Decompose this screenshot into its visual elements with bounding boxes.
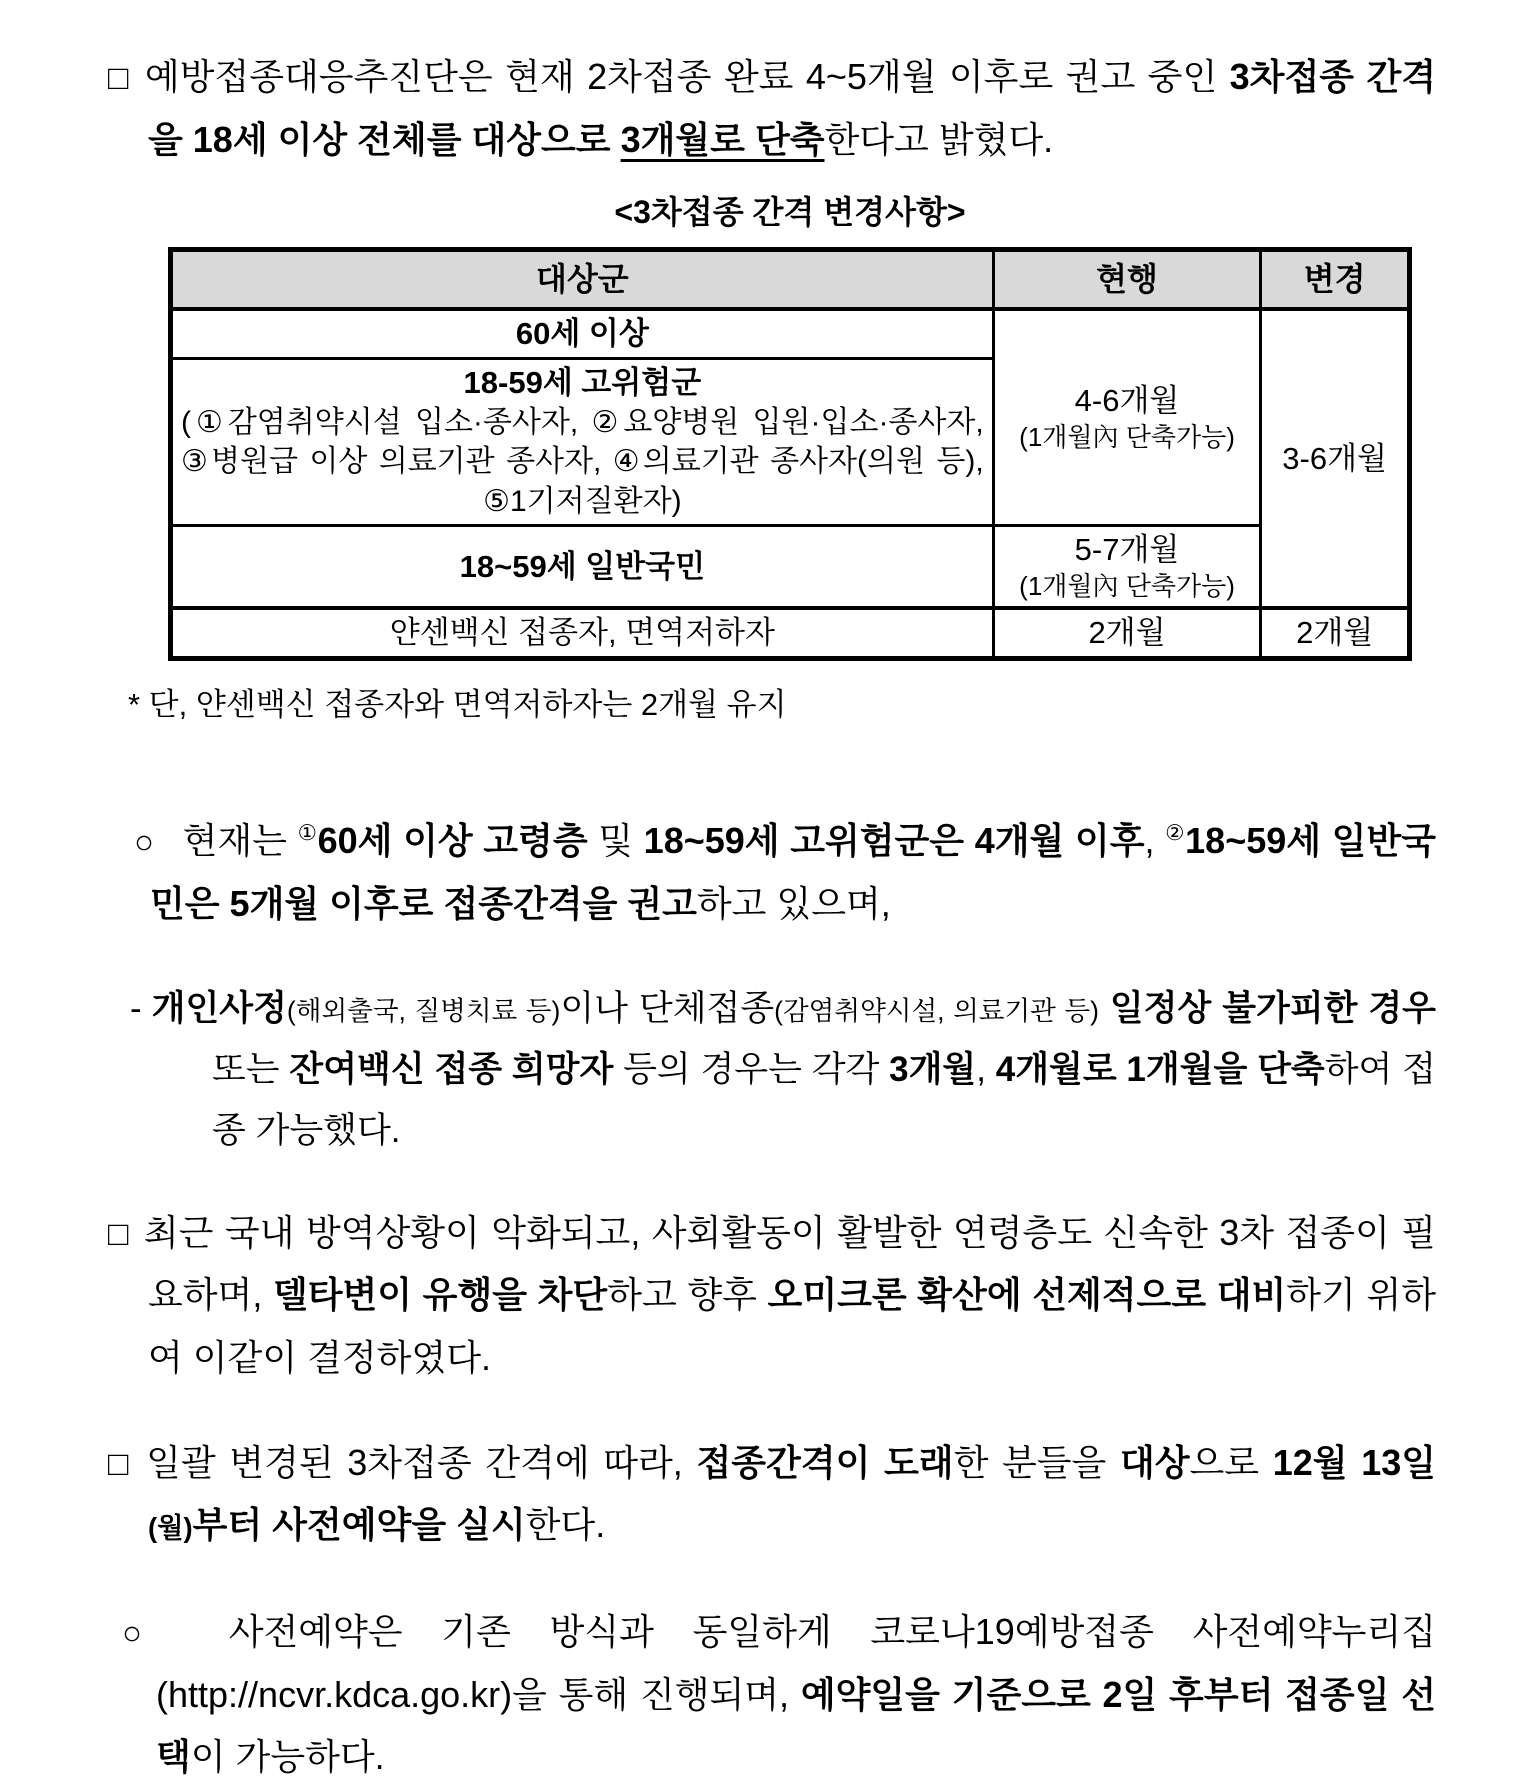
col-header-changed: 변경 xyxy=(1261,250,1410,309)
cell-current-rows1-2-value: 4-6개월 xyxy=(1074,383,1180,419)
cell-current-rows1-2-note: (1개월內 단축가능) xyxy=(1019,421,1235,452)
paragraph-reservation-method xyxy=(100,1601,1436,1789)
vaccination-interval-table xyxy=(168,247,1412,661)
cell-target-highrisk-detail: (①감염취약시설 입소·종사자, ②요양병원 입원·입소·종사자, ③병원급 이상 의료기관 종사자, ④의료기관 종사자(의원 등), ⑤1기저질환자) xyxy=(181,405,984,518)
paragraph-intro-text: 예방접종대응추진단은 현재 2차접종 완료 4~5개월 이후로 권고 중인 3차접종 간격을 18세 이상 전체를 대상으로 3개월로 단축한다고 밝혔다. xyxy=(144,56,1436,160)
cell-target-janssen: 얀센백신 접종자, 면역저하자 xyxy=(171,608,994,658)
cell-current-row3-value: 5-7개월 xyxy=(1074,532,1180,568)
table-row-janssen xyxy=(171,608,1410,658)
square-bullet-icon: □ xyxy=(108,59,131,97)
table-footnote: * 단, 얀센백신 접종자와 면역저하자는 2개월 유지 xyxy=(128,686,787,722)
table-row-60plus xyxy=(171,309,1410,358)
cell-current-row3 xyxy=(993,526,1261,608)
cell-changed-rows1-3-value: 3-6개월 xyxy=(1282,440,1387,476)
cell-target-highrisk-title: 18-59세 고위험군 xyxy=(463,364,702,400)
paragraph-current-guideline-text: 현재는 ①60세 이상 고령층 및 18~59세 고위험군은 4개월 이후, ②18~59세 일반국민은 5개월 이후로 접종간격을 권고하고 있으며, xyxy=(150,819,1437,924)
square-bullet-icon: □ xyxy=(108,1444,133,1483)
paragraph-exceptions xyxy=(100,979,1436,1162)
paragraph-current-guideline xyxy=(100,810,1436,935)
paragraph-reservation-start xyxy=(100,1432,1436,1557)
cell-changed-rows1-3 xyxy=(1261,309,1410,608)
table-header-row xyxy=(171,250,1410,309)
paragraph-reservation-method-text: 사전예약은 기존 방식과 동일하게 코로나19예방접종 사전예약누리집 (http://ncvr.kdca.go.kr)을 통해 진행되며, 예약일을 기준으로 2일 후부터 접종일 선택이 가능하다. xyxy=(156,1610,1436,1778)
paragraph-reservation-start-text: 일괄 변경된 3차접종 간격에 따라, 접종간격이 도래한 분들을 대상으로 12월 13일(월)부터 사전예약을 실시한다. xyxy=(146,1441,1437,1546)
col-header-current: 현행 xyxy=(993,250,1261,309)
col-header-target: 대상군 xyxy=(171,250,994,309)
cell-target-highrisk xyxy=(171,358,994,525)
cell-target-60plus: 60세 이상 xyxy=(171,309,994,358)
table-title: <3차접종 간격 변경사항> xyxy=(614,194,966,231)
cell-target-general: 18~59세 일반국민 xyxy=(171,526,994,608)
circle-bullet-icon: ○ xyxy=(122,1614,171,1652)
square-bullet-icon: □ xyxy=(108,1214,130,1253)
table-row-general xyxy=(171,526,1410,608)
paragraph-intro xyxy=(100,46,1436,171)
dash-bullet-icon: - xyxy=(130,989,142,1029)
cell-current-row3-note: (1개월內 단축가능) xyxy=(1019,571,1235,601)
paragraph-rationale xyxy=(100,1202,1436,1390)
cell-current-janssen: 2개월 xyxy=(993,608,1261,658)
paragraph-exceptions-text: 개인사정(해외출국, 질병치료 등)이나 단체접종(감염취약시설, 의료기관 등) 일정상 불가피한 경우 또는 잔여백신 접종 희망자 등의 경우는 각각 3개월, 4개월로 1개월을 단축하여 접종 가능했다. xyxy=(151,989,1436,1150)
cell-changed-janssen: 2개월 xyxy=(1261,608,1410,658)
cell-current-rows1-2 xyxy=(993,309,1261,526)
circle-bullet-icon: ○ xyxy=(134,823,155,861)
paragraph-rationale-text: 최근 국내 방역상황이 악화되고, 사회활동이 활발한 연령층도 신속한 3차 접종이 필요하며, 델타변이 유행을 차단하고 향후 오미크론 확산에 선제적으로 대비하기 위하여 이같이 결정하였다. xyxy=(143,1211,1437,1379)
